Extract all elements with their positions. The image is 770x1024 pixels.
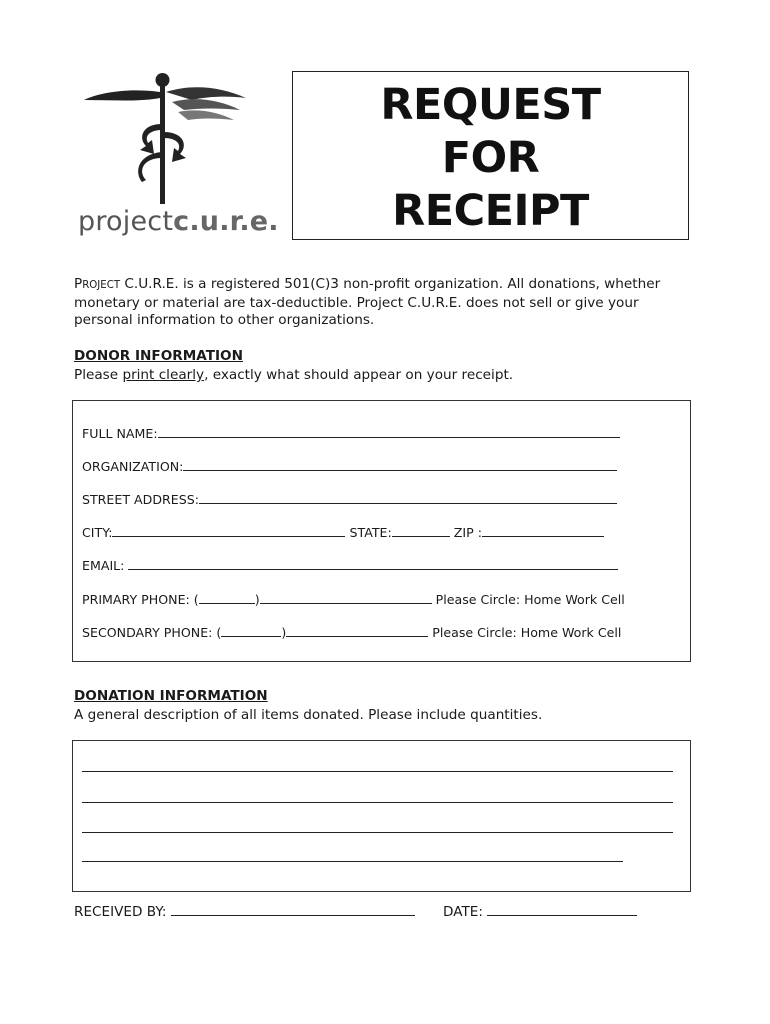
city-label: CITY:: [82, 525, 113, 540]
received-by-row: [74, 903, 415, 920]
zip-field[interactable]: [482, 524, 604, 537]
full-name-label: FULL NAME:: [82, 426, 158, 441]
date-label: DATE:: [443, 904, 483, 920]
intro-paragraph: [74, 276, 694, 330]
donation-line-4[interactable]: [82, 861, 623, 862]
email-row: [82, 557, 618, 573]
primary-phone-label: PRIMARY PHONE: (: [82, 592, 199, 607]
email-label: EMAIL:: [82, 558, 125, 573]
secondary-phone-row: [82, 624, 621, 640]
full-name-field[interactable]: [158, 425, 620, 438]
received-by-field[interactable]: [171, 903, 415, 916]
secondary-phone-field[interactable]: [286, 624, 428, 637]
zip-label: ZIP :: [453, 525, 482, 540]
city-field[interactable]: [112, 524, 345, 537]
received-by-label: RECEIVED BY:: [74, 904, 167, 920]
street-row: [82, 491, 617, 507]
title-line-3: RECEIPT: [392, 186, 589, 236]
donor-sub-after: , exactly what should appear on your receipt.: [204, 367, 514, 383]
street-field[interactable]: [199, 491, 617, 504]
donation-heading: DONATION INFORMATION: [74, 688, 268, 704]
donation-line-1[interactable]: [82, 771, 673, 772]
caduceus-icon: [80, 72, 248, 204]
donor-sub-before: Please: [74, 367, 123, 383]
donation-info-box: [72, 740, 691, 892]
intro-lead-first: P: [74, 276, 83, 292]
street-label: STREET ADDRESS:: [82, 492, 199, 507]
donation-line-3[interactable]: [82, 832, 673, 833]
state-field[interactable]: [392, 524, 450, 537]
secondary-phone-close: ): [281, 625, 287, 640]
primary-phone-field[interactable]: [260, 591, 432, 604]
primary-circle-prompt: Please Circle: Home Work Cell: [435, 592, 625, 607]
logo-word-bold: c.u.r.e.: [173, 206, 279, 237]
secondary-phone-label: SECONDARY PHONE: (: [82, 625, 222, 640]
donor-heading: DONOR INFORMATION: [74, 348, 243, 364]
primary-phone-row: [82, 591, 625, 607]
project-cure-logo: [74, 72, 279, 247]
state-label: STATE:: [349, 525, 392, 540]
secondary-area-code-field[interactable]: [221, 624, 281, 637]
logo-word-light: project: [78, 206, 174, 237]
title-line-2: FOR: [441, 133, 540, 183]
organization-label: ORGANIZATION:: [82, 459, 184, 474]
full-name-row: [82, 425, 620, 441]
primary-area-code-field[interactable]: [199, 591, 255, 604]
intro-lead-rest: ROJECT: [82, 280, 121, 291]
donor-info-box: [72, 400, 691, 662]
date-field[interactable]: [487, 903, 637, 916]
organization-field[interactable]: [183, 458, 617, 471]
donor-subheading: [74, 367, 513, 383]
title-box: [292, 71, 689, 240]
title-line-1: REQUEST: [380, 80, 601, 130]
organization-row: [82, 458, 617, 474]
donation-subheading: A general description of all items donated. Please include quantities.: [74, 707, 543, 723]
logo-wordmark: [78, 206, 279, 237]
date-row: [443, 903, 637, 920]
city-state-zip-row: [82, 524, 604, 540]
donor-sub-underlined: print clearly: [122, 367, 205, 383]
secondary-circle-prompt: Please Circle: Home Work Cell: [432, 625, 622, 640]
intro-text: C.U.R.E. is a registered 501(C)3 non-profit organization. All donations, whether monetary or material are tax-deductible. Project C.U.R.E. does not sell or give your personal information to other organizations.: [74, 276, 661, 329]
donation-line-2[interactable]: [82, 802, 673, 803]
primary-phone-close: ): [254, 592, 260, 607]
email-field[interactable]: [128, 557, 618, 570]
